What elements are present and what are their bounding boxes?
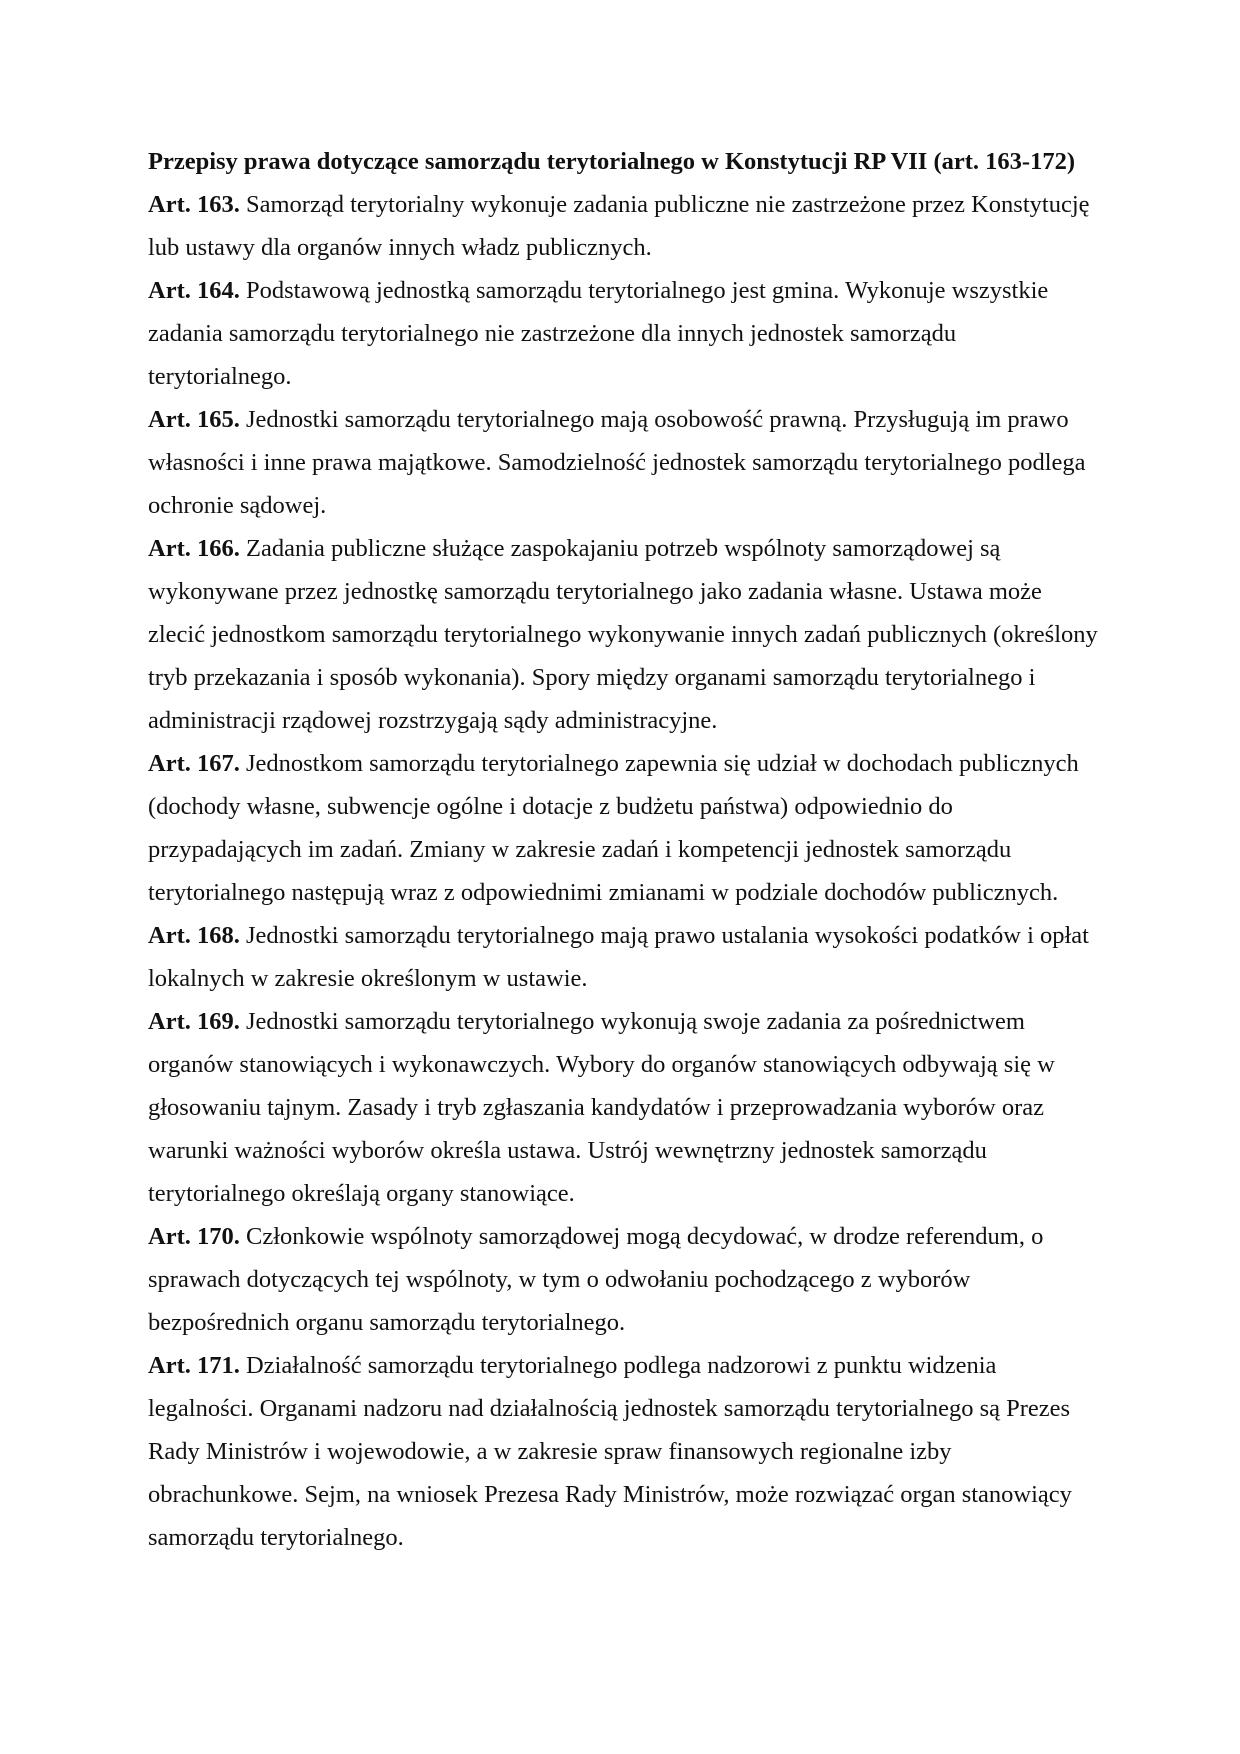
article-171 [148, 1344, 1098, 1559]
article-label: Art. 170. [148, 1223, 240, 1250]
article-170 [148, 1215, 1098, 1344]
article-167 [148, 742, 1098, 914]
document-page [148, 140, 1098, 1559]
article-text: Jednostki samorządu terytorialnego wykonują swoje zadania za pośrednictwem organów stanowiących i wykonawczych. Wybory do organów stanowiących odbywają się w głosowaniu tajnym. Zasady i tryb zgłaszania kandydatów i przeprowadzania wyborów oraz warunki ważności wyborów określa ustawa. Ustrój wewnętrzny jednostek samorządu terytorialnego określają organy stanowiące. [148, 1008, 1055, 1207]
document-title: Przepisy prawa dotyczące samorządu terytorialnego w Konstytucji RP VII (art. 163-172) [148, 148, 1075, 175]
article-165 [148, 398, 1098, 527]
article-text: Członkowie wspólnoty samorządowej mogą decydować, w drodze referendum, o sprawach dotyczących tej wspólnoty, w tym o odwołaniu pochodzącego z wyborów bezpośrednich organu samorządu terytorialnego. [148, 1223, 1044, 1336]
article-164 [148, 269, 1098, 398]
article-text: Zadania publiczne służące zaspokajaniu potrzeb wspólnoty samorządowej są wykonywane przez jednostkę samorządu terytorialnego jako zadania własne. Ustawa może zlecić jednostkom samorządu terytorialnego wykonywanie innych zadań publicznych (określony tryb przekazania i sposób wykonania). Spory między organami samorządu terytorialnego i administracji rządowej rozstrzygają sądy administracyjne. [148, 535, 1098, 734]
article-label: Art. 171. [148, 1352, 240, 1379]
article-text: Jednostkom samorządu terytorialnego zapewnia się udział w dochodach publicznych (dochody własne, subwencje ogólne i dotacje z budżetu państwa) odpowiednio do przypadających im zadań. Zmiany w zakresie zadań i kompetencji jednostek samorządu terytorialnego następują wraz z odpowiednimi zmianami w podziale dochodów publicznych. [148, 750, 1079, 906]
article-label: Art. 166. [148, 535, 240, 562]
article-label: Art. 167. [148, 750, 240, 777]
article-label: Art. 169. [148, 1008, 240, 1035]
article-168 [148, 914, 1098, 1000]
article-166 [148, 527, 1098, 742]
article-text: Samorząd terytorialny wykonuje zadania publiczne nie zastrzeżone przez Konstytucję lub ustawy dla organów innych władz publicznych. [148, 191, 1090, 261]
article-text: Jednostki samorządu terytorialnego mają osobowość prawną. Przysługują im prawo własności i inne prawa majątkowe. Samodzielność jednostek samorządu terytorialnego podlega ochronie sądowej. [148, 406, 1086, 519]
article-text: Jednostki samorządu terytorialnego mają prawo ustalania wysokości podatków i opłat lokalnych w zakresie określonym w ustawie. [148, 922, 1089, 992]
article-label: Art. 168. [148, 922, 240, 949]
article-text: Działalność samorządu terytorialnego podlega nadzorowi z punktu widzenia legalności. Organami nadzoru nad działalnością jednostek samorządu terytorialnego są Prezes Rady Ministrów i wojewodowie, a w zakresie spraw finansowych regionalne izby obrachunkowe. Sejm, na wniosek Prezesa Rady Ministrów, może rozwiązać organ stanowiący samorządu terytorialnego. [148, 1352, 1072, 1551]
article-169 [148, 1000, 1098, 1215]
article-label: Art. 164. [148, 277, 240, 304]
article-text: Podstawową jednostką samorządu terytorialnego jest gmina. Wykonuje wszystkie zadania samorządu terytorialnego nie zastrzeżone dla innych jednostek samorządu terytorialnego. [148, 277, 1049, 390]
article-label: Art. 165. [148, 406, 240, 433]
article-label: Art. 163. [148, 191, 240, 218]
article-163 [148, 183, 1098, 269]
